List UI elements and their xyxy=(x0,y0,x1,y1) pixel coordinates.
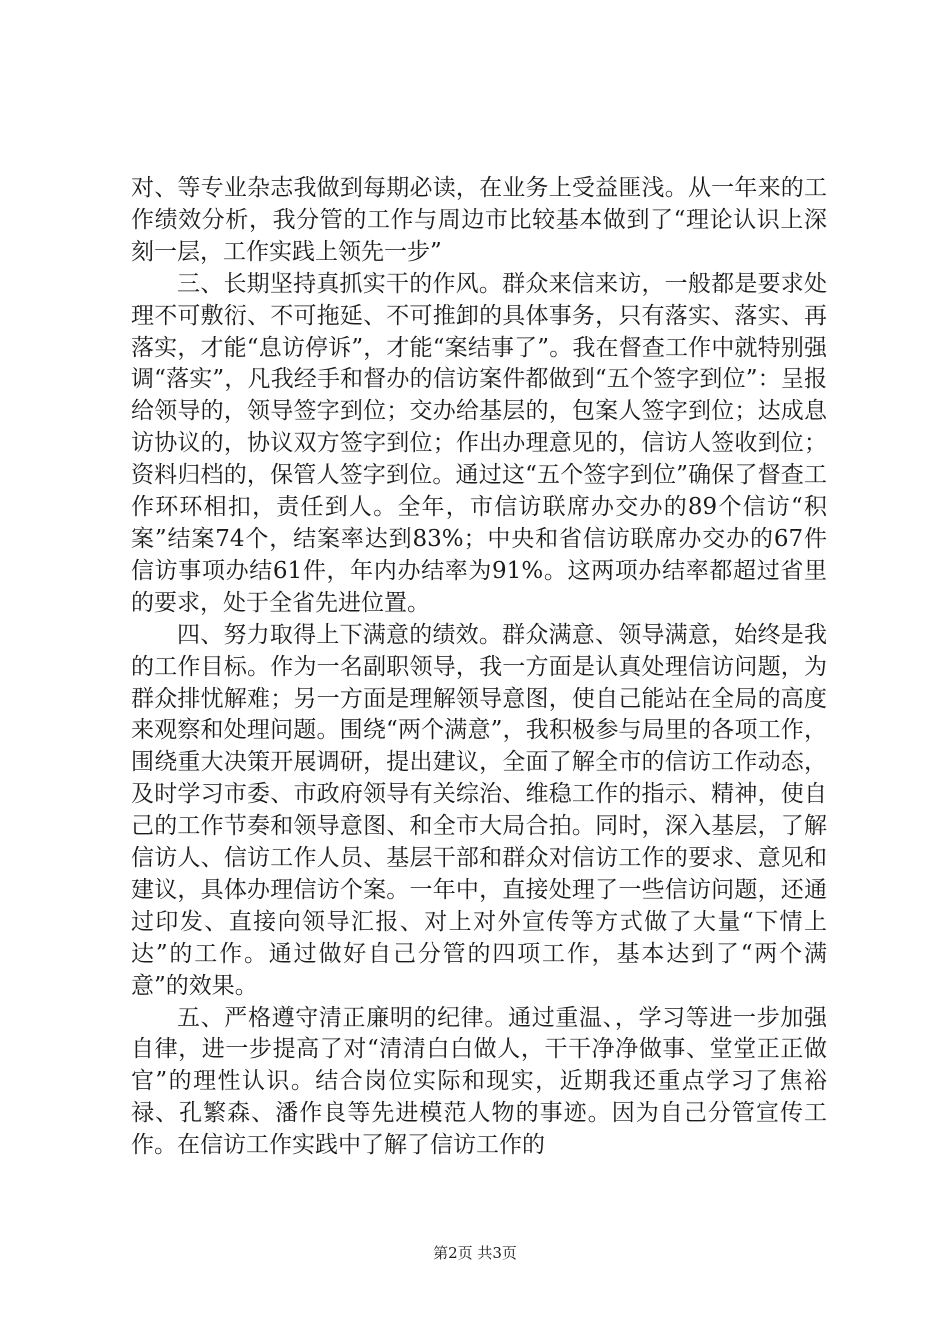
paragraph-section-four: 四、努力取得上下满意的绩效。群众满意、领导满意，始终是我的工作目标。作为一名副职领导，我一方面是认真处理信访问题，为群众排忧解难；另一方面是理解领导意图，使自己能站在全局的高度来观察和处理问题。围绕“两个满意”，我积极参与局里的各项工作，围绕重大决策开展调研，提出建议，全面了解全市的信访工作动态，及时学习市委、市政府领导有关综治、维稳工作的指示、精神，使自己的工作节奏和领导意图、和全市大局合拍。同时，深入基层，了解信访人、信访工作人员、基层干部和群众对信访工作的要求、意见和建议，具体办理信访个案。一年中，直接处理了一些信访问题，还通过印发、直接向领导汇报、对上对外宣传等方式做了大量“下情上达”的工作。通过做好自己分管的四项工作，基本达到了“两个满意”的效果。 xyxy=(131,621,827,999)
page-number-footer: 第2页 共3页 xyxy=(433,1244,517,1262)
paragraph-section-three: 三、长期坚持真抓实干的作风。群众来信来访，一般都是要求处理不可敷衍、不可拖延、不可推卸的具体事务，只有落实、落实、再落实，才能“息访停诉”，才能“案结事了”。我在督查工作中就特别强调“落实”，凡我经手和督办的信访案件都做到“五个签字到位”：呈报给领导的，领导签字到位；交办给基层的，包案人签字到位；达成息访协议的，协议双方签字到位；作出办理意见的，信访人签收到位；资料归档的，保管人签字到位。通过这“五个签字到位”确保了督查工作环环相扣，责任到人。全年，市信访联席办交办的89个信访“积案”结案74个，结案率达到83%；中央和省信访联席办交办的67件信访事项办结61件，年内办结率为91%。这两项办结率都超过省里的要求，处于全省先进位置。 xyxy=(131,270,827,616)
paragraph-continuation: 对、等专业杂志我做到每期必读，在业务上受益匪浅。从一年来的工作绩效分析，我分管的工作与周边市比较基本做到了“理论认识上深刻一层，工作实践上领先一步” xyxy=(131,175,827,265)
document-body xyxy=(131,173,827,1162)
paragraph-section-five: 五、严格遵守清正廉明的纪律。通过重温、，学习等进一步加强自律，进一步提高了对“清清白白做人，干干净净做事、堂堂正正做官”的理性认识。结合岗位实际和现实，近期我还重点学习了焦裕禄、孔繁森、潘作良等先进模范人物的事迹。因为自己分管宣传工作。在信访工作实践中了解了信访工作的 xyxy=(131,1004,827,1159)
